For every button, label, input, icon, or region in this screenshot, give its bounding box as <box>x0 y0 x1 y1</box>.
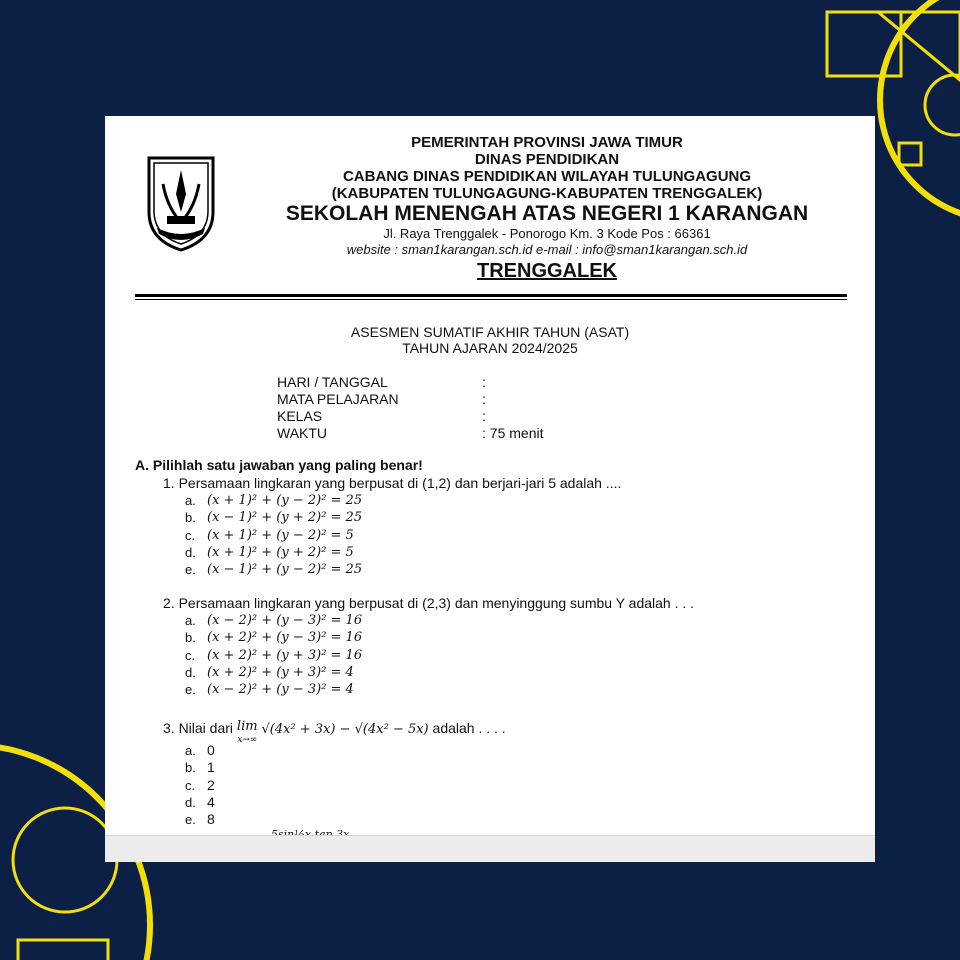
info-label: HARI / TANGGAL <box>277 374 388 390</box>
deco-small-circle <box>925 75 960 135</box>
option-item <box>185 742 215 759</box>
option-text: (x + 2)² + (y − 3)² = 16 <box>207 630 363 646</box>
option-text: 2 <box>207 776 215 793</box>
limit-subscript: x→∞ <box>237 735 258 745</box>
info-value: : <box>482 391 486 407</box>
option-key: b. <box>185 760 196 776</box>
option-item <box>185 544 362 561</box>
option-item <box>185 561 362 578</box>
option-key: c. <box>185 647 196 663</box>
option-text: (x − 1)² + (y + 2)² = 25 <box>207 510 363 526</box>
exam-title: ASESMEN SUMATIF AKHIR TAHUN (ASAT) <box>350 324 630 340</box>
option-key: d. <box>185 794 196 810</box>
limit-expression: √(4x² + 3x) − √(4x² − 5x) <box>261 722 429 737</box>
option-item <box>185 527 362 544</box>
question-1-options <box>185 492 362 578</box>
option-text: (x − 1)² + (y − 2)² = 25 <box>207 562 363 578</box>
limit-operator <box>237 720 258 746</box>
header-rule-thick <box>135 294 847 297</box>
province-crest-logo <box>145 154 217 252</box>
option-item <box>185 612 362 629</box>
option-item <box>185 759 215 776</box>
deco-rect-bottom <box>18 940 108 960</box>
info-row <box>277 425 543 442</box>
option-text: 1 <box>207 759 215 776</box>
letterhead-line-1: PEMERINTAH PROVINSI JAWA TIMUR <box>411 134 683 151</box>
option-key: c. <box>185 527 196 543</box>
option-text: 8 <box>207 811 215 828</box>
page-bottom-scroll-area[interactable] <box>105 835 875 862</box>
option-item <box>185 777 215 794</box>
question-2-options <box>185 612 362 698</box>
option-key: c. <box>185 777 196 793</box>
info-value: : <box>482 408 486 424</box>
section-a-instruction: A. Pilihlah satu jawaban yang paling benar! <box>135 457 423 473</box>
option-item <box>185 509 362 526</box>
option-key: d. <box>185 664 196 680</box>
option-item <box>185 811 215 828</box>
option-item <box>185 681 362 698</box>
option-key: e. <box>185 562 196 578</box>
deco-small-square <box>899 143 921 165</box>
option-key: b. <box>185 510 196 526</box>
exam-heading <box>105 324 875 356</box>
option-text: (x − 2)² + (y − 3)² = 16 <box>207 613 363 628</box>
option-key: b. <box>185 630 196 646</box>
info-label: MATA PELAJARAN <box>277 391 399 407</box>
option-text: (x + 1)² + (y − 2)² = 25 <box>207 493 363 508</box>
school-name: SEKOLAH MENENGAH ATAS NEGERI 1 KARANGAN <box>285 202 809 225</box>
letterhead-line-4: (KABUPATEN TULUNGAGUNG-KABUPATEN TRENGGALEK) <box>331 185 763 202</box>
option-text: 0 <box>207 742 215 758</box>
info-label: KELAS <box>277 408 323 424</box>
letterhead-line-2: DINAS PENDIDIKAN <box>474 151 620 168</box>
header-rule-thin <box>135 299 847 300</box>
question-2-text: 2. Persamaan lingkaran yang berpusat di (2,3) dan menyinggung sumbu Y adalah . . . <box>163 595 695 611</box>
document-page <box>105 116 875 862</box>
letterhead-line-3: CABANG DINAS PENDIDIKAN WILAYAH TULUNGAGUNG <box>342 168 752 185</box>
question-3-suffix: adalah . . . . <box>432 720 506 736</box>
letterhead <box>217 134 875 283</box>
option-key: a. <box>185 613 196 628</box>
exam-info-table <box>277 374 543 442</box>
option-key: e. <box>185 812 196 828</box>
option-text: (x + 2)² + (y + 3)² = 4 <box>207 664 354 680</box>
option-text: 4 <box>207 793 215 810</box>
option-item <box>185 492 362 509</box>
option-item <box>185 647 362 664</box>
info-row <box>277 374 543 391</box>
school-address: Jl. Raya Trenggalek - Ponorogo Km. 3 Kode Pos : 66361 <box>383 226 711 241</box>
deco-circle-top-right <box>880 0 960 220</box>
info-label: WAKTU <box>277 425 328 441</box>
school-contact: website : sman1karangan.sch.id e-mail : info@sman1karangan.sch.id <box>346 242 748 257</box>
option-key: d. <box>185 544 196 560</box>
option-key: e. <box>185 682 196 698</box>
question-3-options <box>185 742 215 828</box>
info-row <box>277 391 543 408</box>
limit-label: lim <box>236 719 258 734</box>
option-text: (x + 1)² + (y − 2)² = 5 <box>207 527 354 543</box>
deco-circle-inner <box>13 808 117 912</box>
option-item <box>185 664 362 681</box>
option-text: (x + 1)² + (y + 2)² = 5 <box>207 544 354 560</box>
option-key: a. <box>185 493 196 508</box>
school-city: TRENGGALEK <box>477 260 617 282</box>
info-value: : <box>482 374 486 390</box>
option-text: (x − 2)² + (y − 3)² = 4 <box>207 682 354 698</box>
question-3-prefix: 3. Nilai dari <box>163 720 234 736</box>
question-1-text: 1. Persamaan lingkaran yang berpusat di (1,2) dan berjari-jari 5 adalah .... <box>163 475 622 491</box>
option-item <box>185 794 215 811</box>
option-key: a. <box>185 743 196 758</box>
option-text: (x + 2)² + (y + 3)² = 16 <box>207 647 363 663</box>
info-value: : 75 menit <box>482 425 544 441</box>
exam-year: TAHUN AJARAN 2024/2025 <box>402 340 578 356</box>
option-item <box>185 629 362 646</box>
info-row <box>277 408 543 425</box>
